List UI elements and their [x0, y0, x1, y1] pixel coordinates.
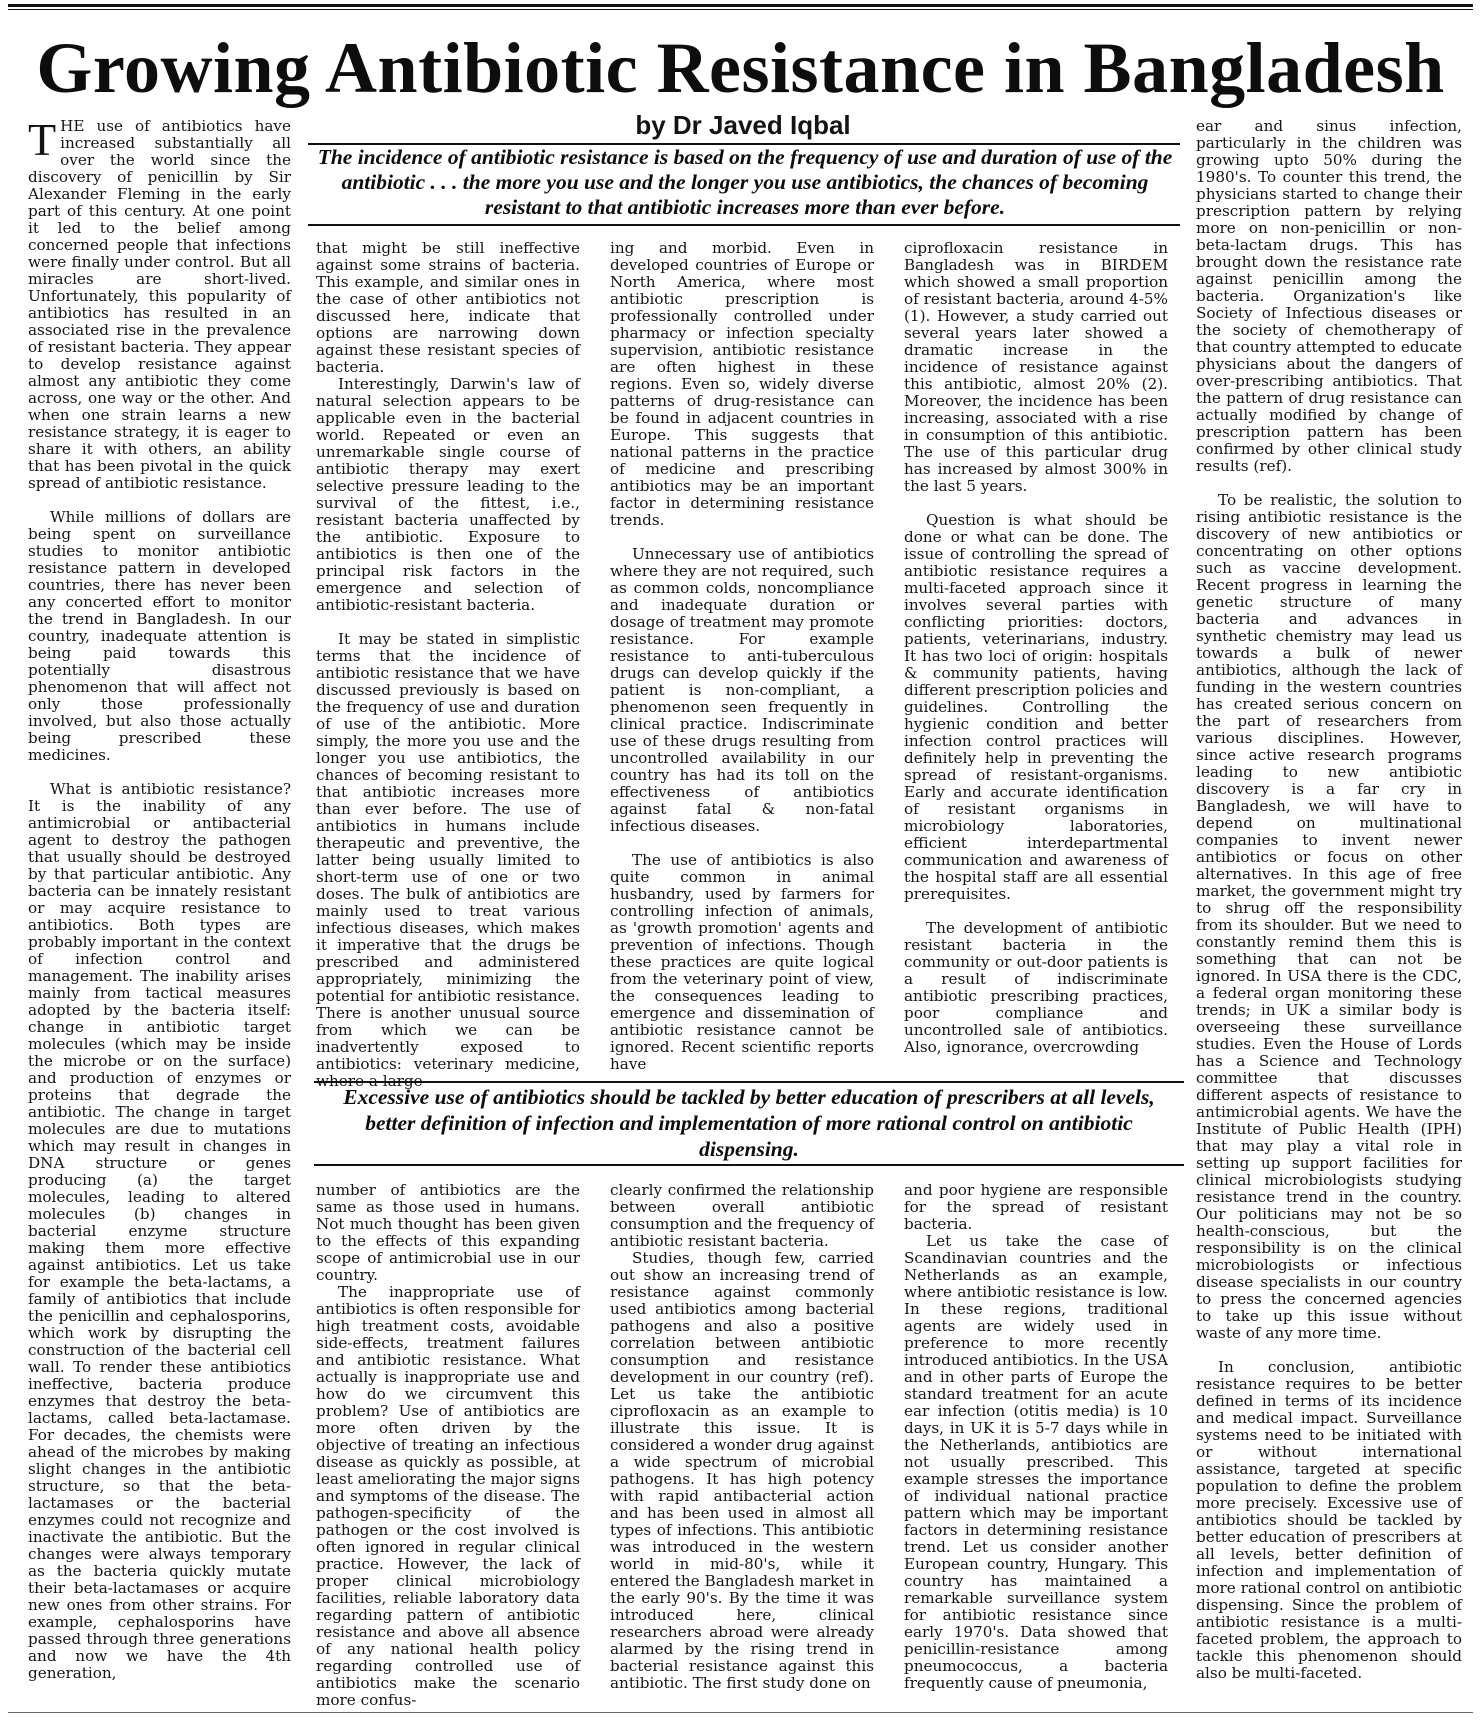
- column-1: [28, 114, 291, 1708]
- byline: by Dr Javed Iqbal: [635, 110, 851, 140]
- top-rule: [8, 4, 1473, 7]
- column-5-paragraph-2: To be realistic, the solution to rising antibiotic resistance is the discovery of new antibiotics or concentrating on other options such as vaccine development. Recent progress in learning the genetic structure of many bacteria and advances in synthetic chemistry may lead us towards a bulk of newer antibiotics, although the lack of funding in the western countries has created serious concern on the part of researchers from various disciplines. However, since active research programs leading to new antibiotic discovery is a far cry in Bangladesh, we will have to depend on multinational companies to invent newer antibiotics or focus on other alternatives. In this age of free market, the government might try to shrug off the responsibility from its shoulder. But we need to constantly remind them this is something that can not be ignored. In USA there is the CDC, a federal organ monitoring these trends; in UK a similar body is overseeing these surveillance studies. Even the House of Lords has a Science and Technology committee that discusses different aspects of resistance to antimicrobial agents. We have the Institute of Public Health (IPH) that may play a vital role in setting up support facilities for clinical microbiologists studying resistance trend in the country. Our politicians may not be so health-conscious, but the responsibility is on the clinical microbiologists or infectious disease specialists in our country to press the concerned agencies to take up this issue without waste of any more time.: [1196, 491, 1462, 1342]
- column-1-paragraph-1: [28, 114, 291, 492]
- column-4-top-paragraph-2: Question is what should be done or what can be done. The issue of controlling the spread of antibiotic resistance requires a multi-faceted approach since it involves several parties with conflicting priorities: doctors, patients, veterinarians, industry. It has two loci of origin: hospitals & community patients, having different prescription policies and guidelines. Controlling the hygienic condition and better infection control practices will definitely help in preventing the spread of resistant-organisms. Early and accurate identification of resistant organisms in microbiology laboratories, efficient interdepartmental communication and awareness of the hospital staff are all essential prerequisites.: [904, 511, 1168, 903]
- top-rule-thin: [8, 9, 1473, 10]
- column-3-bottom-paragraph-2: Studies, though few, carried out show an increasing trend of resistance against commonly used antibiotics among bacterial pathogens and also a positive correlation between antibiotic consumption and resistance development in our country (ref). Let us take the antibiotic ciprofloxacin as an example to illustrate this issue. It is considered a wonder drug against a wide spectrum of microbial pathogens. It has high potency with rapid antibacterial action and has been used in almost all types of infections. This antibiotic was introduced in the western world in mid-80's, while it entered the Bangladesh market in the early 90's. By the time it was introduced here, clinical researchers abroad were already alarmed by the rising trend in bacterial resistance against this antibiotic. The first study done on: [610, 1249, 874, 1692]
- column-3-top: [610, 240, 874, 1072]
- column-3-top-paragraph-3: The use of antibiotics is also quite common in animal husbandry, used by farmers for controlling infection of animals, as 'growth promotion' agents and prevention of infections. Though these practices are quite logical from the veterinary point of view, the consequences leading to emergence and dissemination of antibiotic resistance cannot be ignored. Recent scientific reports have: [610, 851, 874, 1073]
- column-5: [1196, 118, 1462, 1708]
- column-3-top-paragraph-2: Unnecessary use of antibiotics where they are not required, such as common colds, noncompliance and inadequate duration or dosage of treatment may promote resistance. For example resistance to anti-tuberculous drugs can develop quickly if the patient is non-compliant, a phenomenon seen frequently in clinical practice. Indiscriminate use of these drugs resulting from uncontrolled availability in our country has had its toll on the effectiveness of antibiotics against fatal & non-fatal infectious diseases.: [610, 545, 874, 835]
- column-2-top-paragraph-2: Interestingly, Darwin's law of natural selection appears to be applicable even in the bacterial world. Repeated or even an unremarkable single course of antibiotic therapy may exert selective pressure leading to the survival of the fittest, i.e., resistant bacteria unaffected by the antibiotic. Exposure to antibiotics is then one of the principal risk factors in the emergence and selection of antibiotic-resistant bacteria.: [316, 375, 580, 614]
- column-2-bottom-paragraph-1: number of antibiotics are the same as those used in humans. Not much thought has been given to the effects of this expanding scope of antimicrobial use in our country.: [316, 1181, 580, 1284]
- column-5-paragraph-3: In conclusion, antibiotic resistance requires to be better defined in terms of its incidence and medical impact. Surveillance systems need to be initiated with or without international assistance, targeted at specific population to define the problem more precisely. Excessive use of antibiotics should be tackled by better education of prescribers at all levels, better definition of infection and implementation of more rational control on antibiotic dispensing. Since the problem of antibiotic resistance is a multi-faceted problem, the approach to tackle this phenomenon should also be multi-faceted.: [1196, 1358, 1462, 1682]
- column-3-bottom: [610, 1182, 874, 1708]
- bottom-rule: [8, 1712, 1473, 1713]
- column-2-top-paragraph-3: It may be stated in simplistic terms that the incidence of antibiotic resistance that we have discussed previously is based on the frequency of use and duration of use of the antibiotic. More simply, the more you use and the longer you use antibiotics, the chances of becoming resistant to that antibiotic increases more than ever before. The use of antibiotics in humans include therapeutic and preventive, the latter being usually limited to short-term use of one or two doses. The bulk of antibiotics are mainly used to treat various infectious diseases, which makes it imperative that the drugs be prescribed and administered appropriately, minimizing the potential for antibiotic resistance. There is another unusual source from which we can be inadvertently exposed to antibiotics: veterinary medicine, where a large: [316, 630, 580, 1090]
- column-4-top-paragraph-3: The development of antibiotic resistant bacteria in the community or out-door patients is a result of indiscriminate antibiotic prescribing practices, poor compliance and uncontrolled sale of antibiotics. Also, ignorance, overcrowding: [904, 919, 1168, 1056]
- column-3-bottom-paragraph-1: clearly confirmed the relationship between overall antibiotic consumption and the frequency of antibiotic resistant bacteria.: [610, 1181, 874, 1250]
- column-1-paragraph-1-text: HE use of antibiotics have increased substantially all over the world since the discovery of penicillin by Sir Alexander Fleming in the early part of this century. At one point it led to the belief among concerned people that infections were finally under control. But all miracles are short-lived. Unfortunately, this popularity of antibiotics has resulted in an associated rise in the prevalence of resistant bacteria. They appear to develop resistance against almost any antibiotic they come across, one way or the other. And when one strain learns a new resistance strategy, it is eager to share it with others, an ability that has been pivotal in the quick spread of antibiotic resistance.: [28, 117, 291, 492]
- drop-cap: T: [28, 114, 57, 165]
- column-2-bottom: [316, 1182, 580, 1708]
- column-2-top-paragraph-1: that might be still ineffective against some strains of bacteria. This example, and similar ones in the case of other antibiotics not discussed here, indicate that options are narrowing down against these resistant species of bacteria.: [316, 239, 580, 376]
- column-4-bottom-paragraph-2: Let us take the case of Scandinavian countries and the Netherlands as an example, where antibiotic resistance is low. In these regions, traditional agents are widely used in preference to more recently introduced antibiotics. In the USA and in other parts of Europe the standard treatment for an acute ear infection (otitis media) is 10 days, in UK it is 5-7 days while in the Netherlands, antibiotics are not usually prescribed. This example stresses the importance of individual national practice pattern which may be important factors in determining resistance trend. Let us consider another European country, Hungary. This country has maintained a remarkable surveillance system for antibiotic resistance since early 1970's. Data showed that penicillin-resistance among pneumococcus, a bacteria frequently cause of pneumonia,: [904, 1232, 1168, 1692]
- headline: Growing Antibiotic Resistance in Bangladesh: [36, 28, 1445, 108]
- column-4-bottom: [904, 1182, 1168, 1708]
- column-3-top-paragraph-1: ing and morbid. Even in developed countries of Europe or North America, where most antibiotic prescription is professionally controlled under pharmacy or infection specialty supervision, antibiotic resistance are often highest in these regions. Even so, widely diverse patterns of drug-resistance can be found in adjacent countries in Europe. This suggests that national patterns in the practice of medicine and prescribing antibiotics may be an important factor in determining resistance trends.: [610, 239, 874, 529]
- column-5-paragraph-1: ear and sinus infection, particularly in the children was growing upto 50% during the 1980's. To counter this trend, the physicians started to change their prescription pattern by relying more on non-penicillin or non-beta-lactam drugs. This has brought down the resistance rate against penicillin among the bacteria. Organization's like Society of Infectious diseases or the society of chemotherapy of that country attempted to educate physicians about the dangers of over-prescribing antibiotics. That the pattern of drug resistance can actually modified by change of prescription pattern has been confirmed by other clinical study results (ref).: [1196, 117, 1462, 475]
- column-2-top: [316, 239, 580, 1090]
- column-1-paragraph-3: What is antibiotic resistance? It is the inability of any antimicrobial or antibacterial agent to destroy the pathogen that usually should be destroyed by that particular antibiotic. Any bacteria can be innately resistant or may acquire resistance to antibiotics. Both types are probably important in the context of infection control and management. The inability arises mainly from tactical measures adopted by the bacteria itself: change in antibiotic target molecules (which may be inside the microbe or on the surface) and production of enzymes or proteins that degrade the antibiotic. The change in target molecules are due to mutations which may result in changes in DNA structure or genes producing (a) the target molecules, leading to altered molecules (b) changes in bacterial enzyme structure making them more effective against antibiotics. Let us take for example the beta-lactams, a family of antibiotics that include the penicillin and cephalosporins, which work by disrupting the construction of the bacterial cell wall. To render these antibiotics ineffective, bacteria produce enzymes that destroy the beta-lactams, called beta-lactamase. For decades, the chemists were ahead of the microbes by making slight changes in the antibiotic structure, so that the beta-lactamases or the bacterial enzymes could not recognize and inactivate the antibiotic. But the changes were always temporary as the bacteria quickly mutate their beta-lactamases or acquire new ones from other strains. For example, cephalosporins have passed through three generations and now we have the 4th generation,: [28, 780, 291, 1682]
- pullquote-top: The incidence of antibiotic resistance is based on the frequency of use and duration of use of the antibiotic . . . the more you use and the longer you use antibiotics, the chances of becoming resistant to that antibiotic increases more than ever before.: [317, 145, 1173, 219]
- column-2-bottom-paragraph-2: The inappropriate use of antibiotics is often responsible for high treatment costs, avoidable side-effects, treatment failures and antibiotic resistance. What actually is inappropriate use and how do we circumvent this problem? Use of antibiotics are more often driven by the objective of treating an infectious disease as quickly as possible, at least ameliorating the major signs and symptoms of the disease. The pathogen-specificity of the pathogen or the cost involved is often ignored in regular clinical practice. However, the lack of proper clinical microbiology facilities, reliable laboratory data regarding pattern of antibiotic resistance and above all absence of any national health policy regarding controlled use of antibiotics make the scenario more confus-: [316, 1283, 580, 1709]
- column-4-top-paragraph-1: ciprofloxacin resistance in Bangladesh was in BIRDEM which showed a small proportion of resistant bacteria, around 4-5% (1). However, a study carried out several years later showed a dramatic increase in the incidence of resistance against this antibiotic, almost 20% (2). Moreover, the incidence has been increasing, associated with a rise in consumption of this antibiotic. The use of this particular drug has increased by almost 300% in the last 5 years.: [904, 239, 1168, 495]
- column-4-bottom-paragraph-1: and poor hygiene are responsible for the spread of resistant bacteria.: [904, 1181, 1168, 1233]
- pullquote-middle: Excessive use of antibiotics should be tackled by better education of prescribers at all levels, better definition of infection and implementation of more rational control on antibiotic dispensing.: [343, 1085, 1155, 1161]
- pullquote-middle-bottom-rule: [314, 1164, 1184, 1166]
- pullquote-top-bottom-rule: [308, 224, 1180, 226]
- column-1-paragraph-2: While millions of dollars are being spent on surveillance studies to monitor antibiotic resistance pattern in developed countries, there has never been any concerted effort to monitor the trend in Bangladesh. In our country, inadequate attention is being paid towards this potentially disastrous phenomenon that will affect not only those professionally involved, but also those actually being prescribed these medicines.: [28, 508, 291, 764]
- column-4-top: [904, 240, 1168, 1072]
